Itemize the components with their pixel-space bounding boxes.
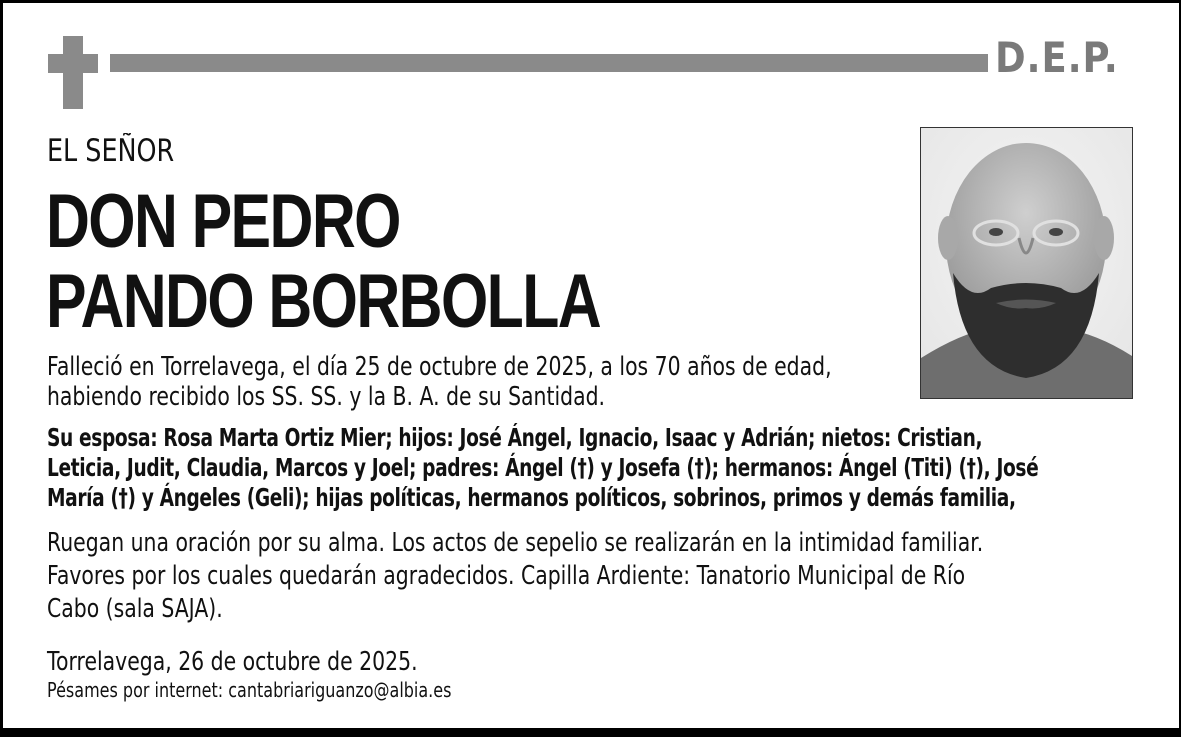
death-line-2: habiendo recibido los SS. SS. y la B. A. de su Santidad. — [47, 382, 606, 412]
condolences-email[interactable]: Pésames por internet: cantabriariguanzo@albia.es — [47, 678, 452, 702]
family-line-2: Leticia, Judit, Claudia, Marcos y Joel; padres: Ángel (†) y Josefa (†); hermanos: Ángel (Titi) (†), José — [47, 453, 1039, 482]
bottom-bar — [0, 728, 1181, 737]
honorific: EL SEÑOR — [47, 133, 175, 169]
dep-label: D.E.P. — [995, 33, 1119, 82]
prayer-request — [47, 527, 983, 626]
request-line-2: Favores por los cuales quedarán agradecidos. Capilla Ardiente: Tanatorio Municipal de Río — [47, 561, 966, 591]
death-line-1: Falleció en Torrelavega, el día 25 de octubre de 2025, a los 70 años de edad, — [47, 352, 832, 382]
family-list — [47, 423, 1038, 513]
portrait-photo — [920, 127, 1133, 399]
family-line-3: María (†) y Ángeles (Geli); hijas políticas, hermanos políticos, sobrinos, primos y demás familia, — [47, 483, 1016, 512]
name-line-2: PANDO BORBOLLA — [46, 259, 601, 344]
request-line-1: Ruegan una oración por su alma. Los actos de sepelio se realizarán en la intimidad familiar. — [47, 528, 984, 558]
place-date: Torrelavega, 26 de octubre de 2025. — [47, 647, 418, 677]
death-statement — [47, 352, 832, 412]
deceased-name — [46, 179, 601, 344]
header-rule — [110, 54, 988, 72]
name-line-1: DON PEDRO — [46, 179, 400, 264]
request-line-3: Cabo (sala SAJA). — [47, 594, 223, 624]
portrait-image — [921, 128, 1132, 398]
family-line-1: Su esposa: Rosa Marta Ortiz Mier; hijos: José Ángel, Ignacio, Isaac y Adrián; nietos: Cristian, — [47, 423, 983, 452]
